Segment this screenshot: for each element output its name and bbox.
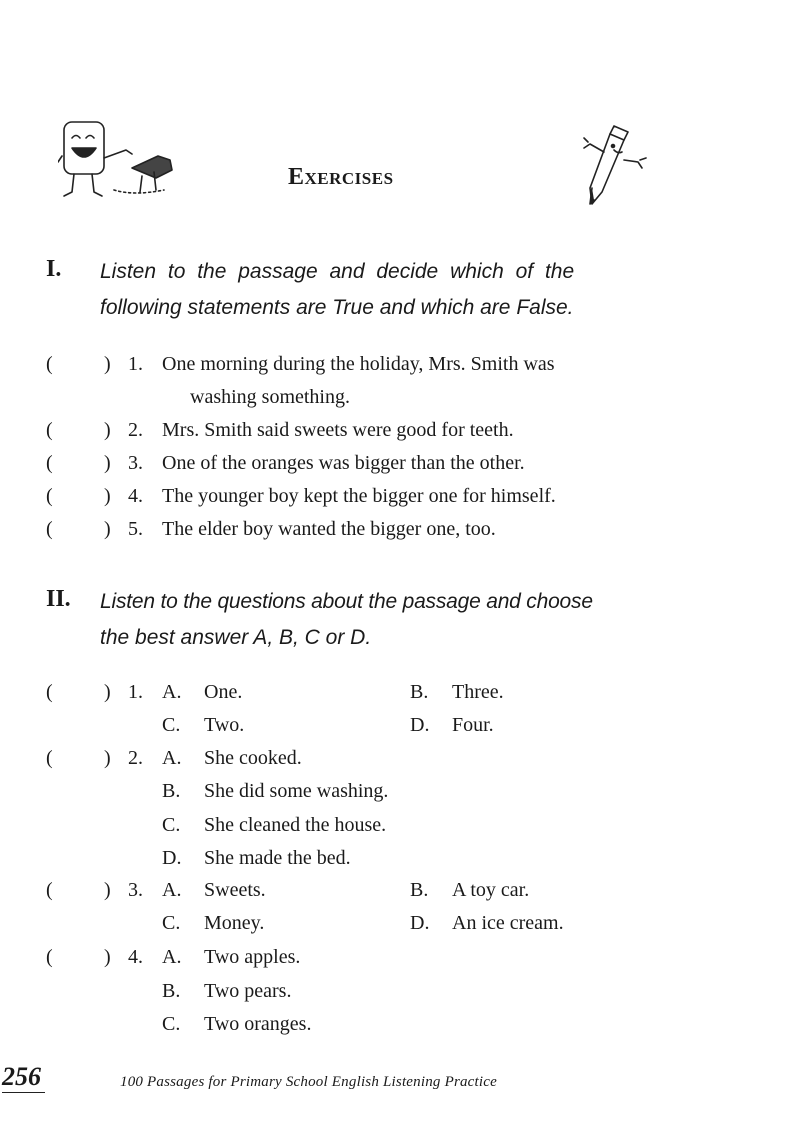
option-letter: A. (162, 946, 182, 968)
item-text: The younger boy kept the bigger one for himself. (162, 485, 556, 507)
section-2-number: II. (46, 586, 71, 612)
option-letter: B. (162, 780, 181, 802)
answer-blank-close: ) (104, 485, 111, 507)
option-letter: D. (162, 847, 182, 869)
item-number: 3. (128, 452, 143, 474)
item-number: 4. (128, 485, 143, 507)
question-number: 4. (128, 946, 143, 968)
answer-blank-open[interactable]: ( (46, 946, 53, 968)
option-text: Two. (204, 714, 245, 736)
option-letter: C. (162, 912, 181, 934)
question-number: 1. (128, 681, 143, 703)
answer-blank-close: ) (104, 879, 111, 901)
pencil-character-illustration (580, 120, 650, 210)
option-text: She cleaned the house. (204, 814, 387, 836)
answer-blank-open[interactable]: ( (46, 681, 53, 703)
option-letter: A. (162, 747, 182, 769)
page-number: 256 (2, 1062, 45, 1093)
answer-blank-close: ) (104, 353, 111, 375)
option-text: A toy car. (452, 879, 530, 901)
section-1-instruction-line1: Listen to the passage and decide which of the (100, 260, 575, 283)
answer-blank-open[interactable]: ( (46, 485, 53, 507)
answer-blank-close: ) (104, 681, 111, 703)
option-text: One. (204, 681, 243, 703)
answer-blank-open[interactable]: ( (46, 747, 53, 769)
question-number: 2. (128, 747, 143, 769)
section-1-instruction-line2: following statements are True and which are False. (100, 296, 574, 319)
answer-blank-close: ) (104, 452, 111, 474)
option-text: Sweets. (204, 879, 266, 901)
item-text: The elder boy wanted the bigger one, too. (162, 518, 496, 540)
answer-blank-close: ) (104, 946, 111, 968)
answer-blank-open[interactable]: ( (46, 353, 53, 375)
section-2-instruction-line2: the best answer A, B, C or D. (100, 626, 372, 649)
option-letter: A. (162, 681, 182, 703)
option-text: She cooked. (204, 747, 302, 769)
option-text: Four. (452, 714, 494, 736)
option-text: Three. (452, 681, 504, 703)
option-letter: B. (410, 879, 429, 901)
option-text: An ice cream. (452, 912, 564, 934)
option-letter: A. (162, 879, 182, 901)
option-text: Two oranges. (204, 1013, 312, 1035)
option-letter: B. (162, 980, 181, 1002)
option-letter: D. (410, 714, 430, 736)
option-text: She made the bed. (204, 847, 351, 869)
section-1-number: I. (46, 256, 62, 282)
answer-blank-open[interactable]: ( (46, 452, 53, 474)
option-text: She did some washing. (204, 780, 389, 802)
item-text-continuation: washing something. (190, 386, 350, 408)
answer-blank-open[interactable]: ( (46, 419, 53, 441)
question-number: 3. (128, 879, 143, 901)
answer-blank-open[interactable]: ( (46, 879, 53, 901)
option-letter: C. (162, 714, 181, 736)
answer-blank-close: ) (104, 747, 111, 769)
option-letter: C. (162, 1013, 181, 1035)
page-title: Exercises (288, 164, 394, 190)
option-text: Two pears. (204, 980, 292, 1002)
answer-blank-close: ) (104, 518, 111, 540)
item-number: 2. (128, 419, 143, 441)
answer-blank-close: ) (104, 419, 111, 441)
item-number: 5. (128, 518, 143, 540)
item-text: One morning during the holiday, Mrs. Smith was (162, 353, 555, 375)
book-title: 100 Passages for Primary School English Listening Practice (120, 1074, 497, 1090)
option-text: Money. (204, 912, 265, 934)
item-text: One of the oranges was bigger than the other. (162, 452, 525, 474)
item-number: 1. (128, 353, 143, 375)
option-letter: D. (410, 912, 430, 934)
option-letter: B. (410, 681, 429, 703)
section-2-instruction-line1: Listen to the questions about the passage and choose (100, 590, 593, 613)
laughing-character-illustration (58, 116, 176, 202)
option-letter: C. (162, 814, 181, 836)
answer-blank-open[interactable]: ( (46, 518, 53, 540)
option-text: Two apples. (204, 946, 301, 968)
item-text: Mrs. Smith said sweets were good for teeth. (162, 419, 514, 441)
